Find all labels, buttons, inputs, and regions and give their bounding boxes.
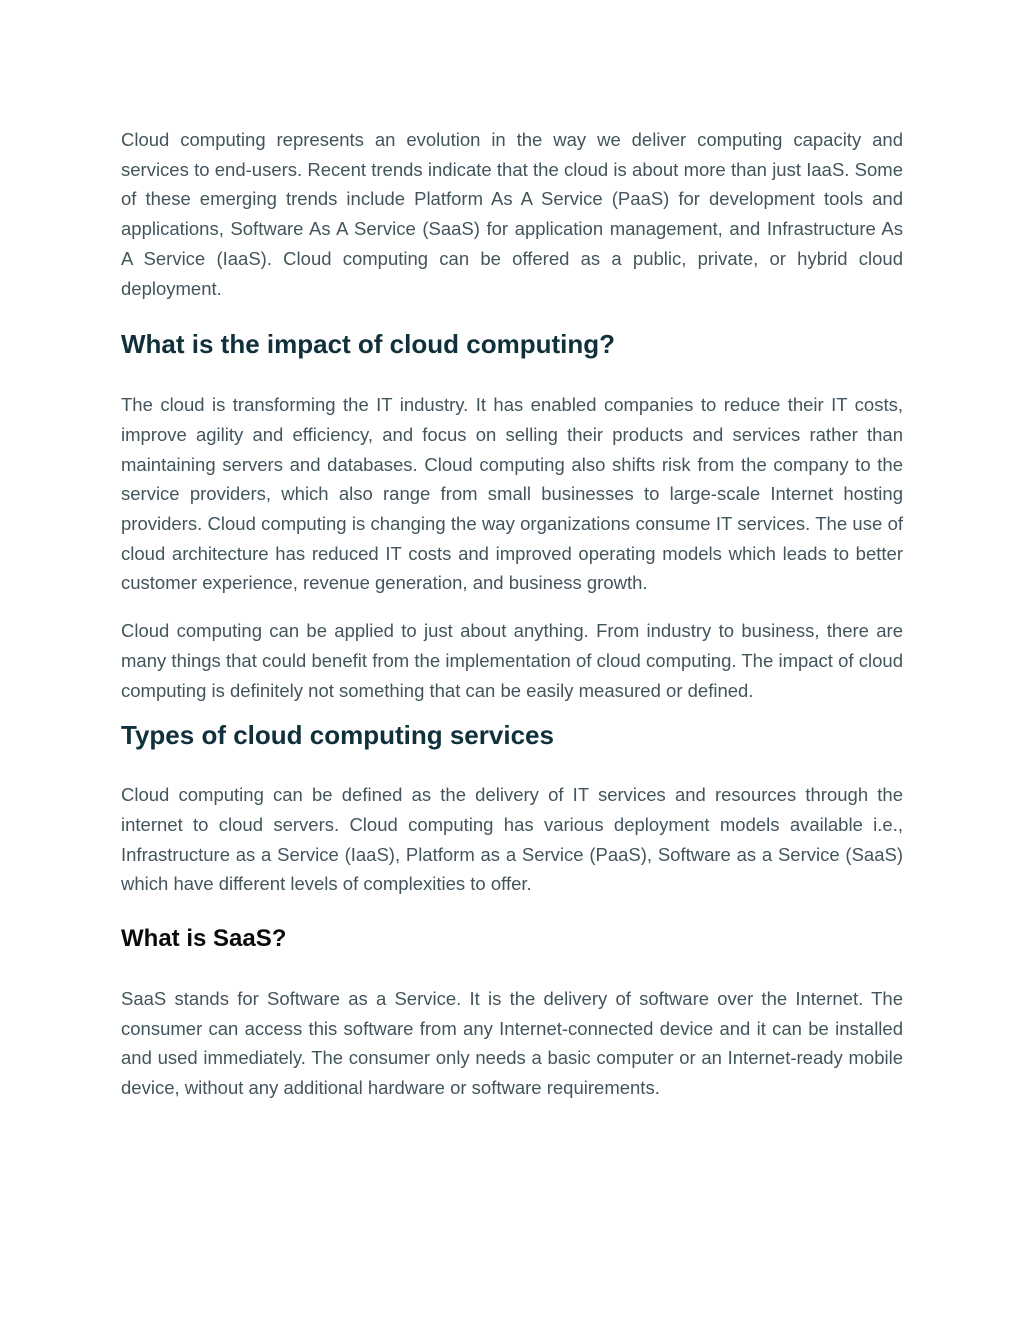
impact-paragraph-2: Cloud computing can be applied to just about anything. From industry to business, there are many things that could benefit from the implementation of cloud computing. The impact of cloud computing is definitely not something that can be easily measured or defined. [121, 620, 903, 701]
impact-heading: What is the impact of cloud computing? [121, 329, 615, 360]
document-page [121, 125, 903, 1103]
types-paragraph: Cloud computing can be defined as the delivery of IT services and resources through the internet to cloud servers. Cloud computing has various deployment models available i.e., Infrastructure as a Service (IaaS), Platform as a Service (PaaS), Software as a Service (SaaS) which have different levels of complexities to offer. [121, 784, 903, 895]
saas-paragraph: SaaS stands for Software as a Service. It is the delivery of software over the Internet. The consumer can access this software from any Internet-connected device and it can be installed and used immediately. The consumer only needs a basic computer or an Internet-ready mobile device, without any additional hardware or software requirements. [121, 988, 903, 1099]
saas-heading: What is SaaS? [121, 925, 287, 953]
intro-paragraph: Cloud computing represents an evolution in the way we deliver computing capacity and services to end-users. Recent trends indicate that the cloud is about more than just IaaS. Some of these emerging trends include Platform As A Service (PaaS) for development tools and applications, Software As A Service (SaaS) for application management, and Infrastructure As A Service (IaaS). Cloud computing can be offered as a public, private, or hybrid cloud deployment. [121, 129, 903, 299]
types-heading: Types of cloud computing services [121, 720, 554, 751]
impact-paragraph-1: The cloud is transforming the IT industry. It has enabled companies to reduce their IT costs, improve agility and efficiency, and focus on selling their products and services rather than maintaining servers and databases. Cloud computing also shifts risk from the company to the service providers, which also range from small businesses to large-scale Internet hosting providers. Cloud computing is changing the way organizations consume IT services. The use of cloud architecture has reduced IT costs and improved operating models which leads to better customer experience, revenue generation, and business growth. [121, 394, 903, 594]
